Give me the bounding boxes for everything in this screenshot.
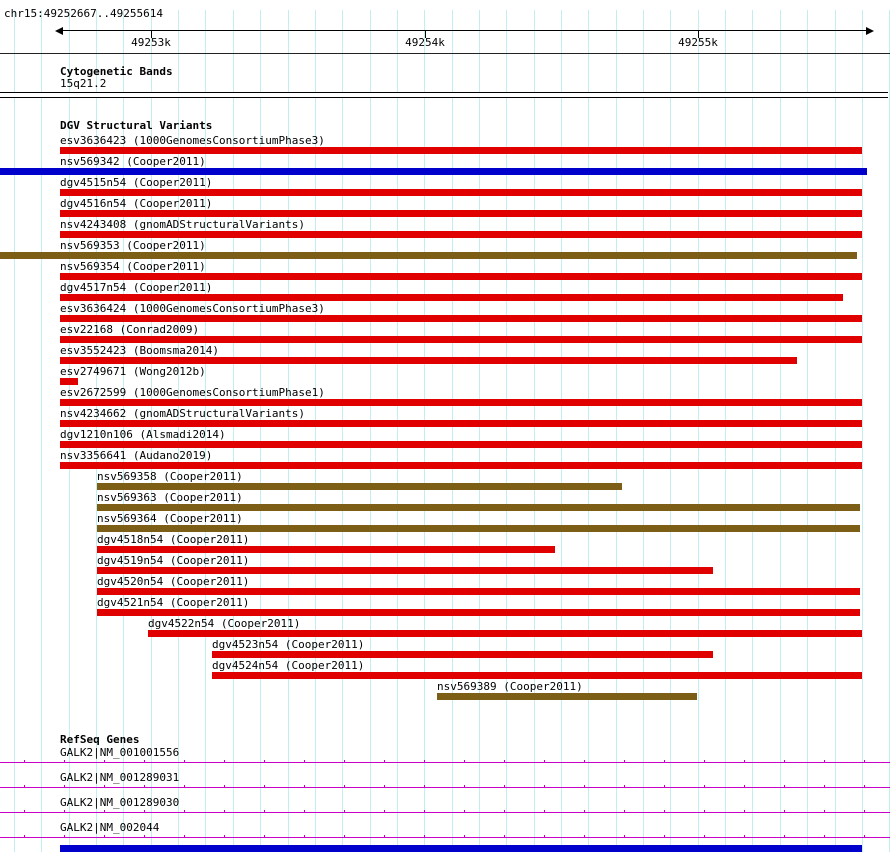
gene-intron-tick [544, 835, 545, 838]
gene-intron-tick [24, 785, 25, 788]
grid-line [41, 10, 42, 852]
gene-intron-tick [344, 810, 345, 813]
gene-intron-tick [464, 785, 465, 788]
partial-track-bar[interactable] [60, 845, 862, 852]
ruler-tick-label: 49254k [405, 36, 445, 49]
gene-intron-tick [784, 760, 785, 763]
gene-intron-tick [224, 810, 225, 813]
gene-intron-tick [184, 835, 185, 838]
gene-line[interactable] [0, 762, 890, 763]
gene-intron-tick [24, 810, 25, 813]
variant-label[interactable]: esv2672599 (1000GenomesConsortiumPhase1) [60, 386, 325, 399]
variant-label[interactable]: nsv569353 (Cooper2011) [60, 239, 206, 252]
variant-label[interactable]: nsv569342 (Cooper2011) [60, 155, 206, 168]
gene-intron-tick [344, 760, 345, 763]
gene-intron-tick [624, 760, 625, 763]
grid-line [14, 10, 15, 852]
variant-bar[interactable] [60, 462, 862, 469]
gene-intron-tick [384, 760, 385, 763]
cytogenetic-band-label: 15q21.2 [60, 77, 107, 90]
grid-line [561, 10, 562, 852]
gene-intron-tick [344, 785, 345, 788]
gene-intron-tick [544, 760, 545, 763]
variant-label[interactable]: esv2749671 (Wong2012b) [60, 365, 206, 378]
section-title-cytogenetic: Cytogenetic Bands [60, 65, 173, 78]
gene-intron-tick [264, 810, 265, 813]
gene-intron-tick [704, 785, 705, 788]
variant-label[interactable]: dgv4520n54 (Cooper2011) [97, 575, 250, 588]
variant-label[interactable]: nsv569389 (Cooper2011) [437, 680, 583, 693]
variant-bar[interactable] [97, 546, 555, 553]
ruler-tick-label: 49255k [678, 36, 718, 49]
grid-line [370, 10, 371, 852]
gene-intron-tick [384, 810, 385, 813]
gene-intron-tick [664, 810, 665, 813]
variant-bar[interactable] [148, 630, 862, 637]
region-coordinates: chr15:49252667..49255614 [4, 7, 163, 20]
gene-intron-tick [624, 835, 625, 838]
grid-line [807, 10, 808, 852]
gene-intron-tick [704, 810, 705, 813]
gene-intron-tick [504, 835, 505, 838]
variant-bar[interactable] [60, 273, 862, 280]
gene-intron-tick [224, 835, 225, 838]
gene-intron-tick [664, 785, 665, 788]
gene-intron-tick [64, 760, 65, 763]
gene-intron-tick [864, 760, 865, 763]
gene-intron-tick [144, 835, 145, 838]
variant-label[interactable]: esv22168 (Conrad2009) [60, 323, 200, 336]
gene-intron-tick [584, 835, 585, 838]
variant-label[interactable]: dgv4517n54 (Cooper2011) [60, 281, 213, 294]
gene-intron-tick [824, 785, 825, 788]
variant-label[interactable]: nsv569364 (Cooper2011) [97, 512, 243, 525]
gene-intron-tick [424, 835, 425, 838]
gene-intron-tick [304, 835, 305, 838]
variant-bar[interactable] [97, 483, 622, 490]
gene-intron-tick [624, 810, 625, 813]
variant-bar[interactable] [60, 147, 862, 154]
gene-intron-tick [104, 760, 105, 763]
gene-intron-tick [184, 785, 185, 788]
gene-intron-tick [304, 785, 305, 788]
variant-bar[interactable] [60, 210, 862, 217]
gene-intron-tick [64, 785, 65, 788]
variant-label[interactable]: dgv4524n54 (Cooper2011) [212, 659, 365, 672]
gene-line[interactable] [0, 787, 890, 788]
grid-line [725, 10, 726, 852]
variant-label[interactable]: esv3636423 (1000GenomesConsortiumPhase3) [60, 134, 325, 147]
gene-intron-tick [464, 760, 465, 763]
gene-intron-tick [704, 760, 705, 763]
grid-line [424, 10, 425, 852]
gene-intron-tick [824, 835, 825, 838]
grid-line [397, 10, 398, 852]
variant-label[interactable]: nsv569354 (Cooper2011) [60, 260, 206, 273]
grid-line [862, 10, 863, 852]
gene-intron-tick [264, 835, 265, 838]
gene-intron-tick [64, 810, 65, 813]
gene-intron-tick [104, 835, 105, 838]
variant-bar[interactable] [60, 231, 862, 238]
gene-label[interactable]: GALK2|NM_001001556 [60, 746, 180, 759]
gene-intron-tick [384, 835, 385, 838]
gene-intron-tick [264, 760, 265, 763]
grid-line [752, 10, 753, 852]
variant-label[interactable]: dgv4515n54 (Cooper2011) [60, 176, 213, 189]
gene-line[interactable] [0, 837, 890, 838]
grid-line [452, 10, 453, 852]
gene-intron-tick [424, 760, 425, 763]
variant-label[interactable]: nsv569358 (Cooper2011) [97, 470, 243, 483]
variant-bar[interactable] [97, 609, 860, 616]
gene-intron-tick [864, 835, 865, 838]
gene-intron-tick [864, 810, 865, 813]
gene-intron-tick [424, 785, 425, 788]
variant-bar[interactable] [60, 336, 862, 343]
variant-label[interactable]: nsv4243408 (gnomADStructuralVariants) [60, 218, 306, 231]
gene-intron-tick [824, 760, 825, 763]
gene-intron-tick [784, 810, 785, 813]
variant-label[interactable]: nsv4234662 (gnomADStructuralVariants) [60, 407, 306, 420]
variant-bar[interactable] [212, 672, 862, 679]
gene-intron-tick [104, 785, 105, 788]
gene-intron-tick [184, 810, 185, 813]
gene-intron-tick [744, 760, 745, 763]
gene-intron-tick [104, 810, 105, 813]
variant-bar[interactable] [60, 378, 78, 385]
grid-line [534, 10, 535, 852]
gene-intron-tick [224, 760, 225, 763]
gene-intron-tick [264, 785, 265, 788]
variant-bar[interactable] [60, 441, 862, 448]
grid-line [342, 10, 343, 852]
variant-label[interactable]: nsv3356641 (Audano2019) [60, 449, 213, 462]
gene-intron-tick [304, 760, 305, 763]
variant-label[interactable]: dgv4522n54 (Cooper2011) [148, 617, 301, 630]
section-title-dgv: DGV Structural Variants [60, 119, 213, 132]
variant-bar[interactable] [437, 693, 697, 700]
variant-label[interactable]: dgv4521n54 (Cooper2011) [97, 596, 250, 609]
variant-label[interactable]: dgv4518n54 (Cooper2011) [97, 533, 250, 546]
grid-line [506, 10, 507, 852]
variant-bar[interactable] [0, 252, 857, 259]
gene-intron-tick [704, 835, 705, 838]
gene-intron-tick [784, 835, 785, 838]
gene-intron-tick [504, 810, 505, 813]
section-title-refseq: RefSeq Genes [60, 733, 140, 746]
ruler-left-arrow-icon[interactable] [55, 27, 63, 35]
gene-label[interactable]: GALK2|NM_001289031 [60, 771, 180, 784]
gene-line[interactable] [0, 812, 890, 813]
gene-intron-tick [464, 835, 465, 838]
gene-intron-tick [24, 760, 25, 763]
gene-intron-tick [664, 835, 665, 838]
gene-intron-tick [784, 785, 785, 788]
grid-line [588, 10, 589, 852]
gene-intron-tick [824, 810, 825, 813]
gene-intron-tick [144, 785, 145, 788]
gene-intron-tick [384, 785, 385, 788]
gene-intron-tick [64, 835, 65, 838]
gene-intron-tick [584, 785, 585, 788]
variant-bar[interactable] [60, 189, 862, 196]
variant-label[interactable]: dgv4516n54 (Cooper2011) [60, 197, 213, 210]
gene-intron-tick [744, 785, 745, 788]
grid-line [479, 10, 480, 852]
variant-bar[interactable] [97, 504, 860, 511]
variant-bar[interactable] [97, 525, 860, 532]
gene-intron-tick [504, 760, 505, 763]
variant-bar[interactable] [0, 168, 867, 175]
gene-intron-tick [224, 785, 225, 788]
gene-intron-tick [744, 835, 745, 838]
gene-intron-tick [664, 760, 665, 763]
gene-intron-tick [464, 810, 465, 813]
ruler-tick-label: 49253k [131, 36, 171, 49]
gene-intron-tick [344, 835, 345, 838]
variant-bar[interactable] [60, 357, 797, 364]
variant-bar[interactable] [60, 294, 843, 301]
gene-intron-tick [544, 785, 545, 788]
variant-label[interactable]: nsv569363 (Cooper2011) [97, 491, 243, 504]
gene-intron-tick [864, 785, 865, 788]
grid-line [780, 10, 781, 852]
variant-label[interactable]: dgv4523n54 (Cooper2011) [212, 638, 365, 651]
gene-intron-tick [24, 835, 25, 838]
variant-label[interactable]: dgv4519n54 (Cooper2011) [97, 554, 250, 567]
variant-bar[interactable] [97, 567, 713, 574]
variant-label[interactable]: dgv1210n106 (Alsmadi2014) [60, 428, 226, 441]
ruler-line [60, 30, 866, 31]
gene-label[interactable]: GALK2|NM_001289030 [60, 796, 180, 809]
gene-intron-tick [144, 810, 145, 813]
grid-line [670, 10, 671, 852]
gene-intron-tick [304, 810, 305, 813]
variant-bar[interactable] [97, 588, 860, 595]
gene-intron-tick [504, 785, 505, 788]
gene-intron-tick [424, 810, 425, 813]
ruler-right-arrow-icon[interactable] [866, 27, 874, 35]
grid-line [835, 10, 836, 852]
variant-bar[interactable] [212, 651, 713, 658]
ruler-separator-line [0, 53, 890, 54]
gene-intron-tick [544, 810, 545, 813]
grid-line [616, 10, 617, 852]
gene-intron-tick [184, 760, 185, 763]
variant-bar[interactable] [60, 420, 862, 427]
gene-intron-tick [144, 760, 145, 763]
grid-line [698, 10, 699, 852]
gene-intron-tick [584, 810, 585, 813]
cytogenetic-band-bar[interactable] [0, 92, 888, 98]
variant-bar[interactable] [60, 315, 862, 322]
gene-intron-tick [584, 760, 585, 763]
variant-bar[interactable] [60, 399, 862, 406]
gene-intron-tick [624, 785, 625, 788]
variant-label[interactable]: esv3636424 (1000GenomesConsortiumPhase3) [60, 302, 325, 315]
gene-intron-tick [744, 810, 745, 813]
gene-label[interactable]: GALK2|NM_002044 [60, 821, 160, 834]
variant-label[interactable]: esv3552423 (Boomsma2014) [60, 344, 219, 357]
grid-line [643, 10, 644, 852]
